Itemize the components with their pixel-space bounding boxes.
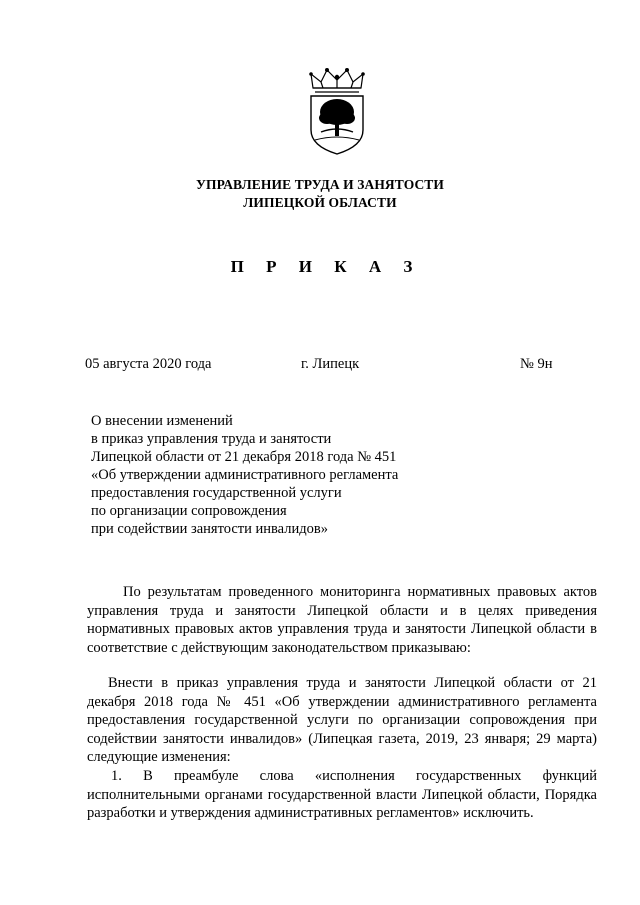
organization-name-line-2: ЛИПЕЦКОЙ ОБЛАСТИ xyxy=(243,195,397,210)
body-paragraph-preamble: По результатам проведенного мониторинга нормативных правовых актов управления труда и занятости Липецкой области и в целях приведения нормативных правовых актов управления труда и занятости Липецкой области в соответствие с действующим законодательством приказываю: xyxy=(87,584,597,656)
body-paragraph-item-1: 1. В преамбуле слова «исполнения государственных функций исполнительными органами государственной власти Липецкой области, Порядка разработки и утверждения административных регламентов» исключить. xyxy=(87,768,597,821)
document-title: П Р И К А З xyxy=(230,257,422,276)
subject-line: Липецкой области от 21 декабря 2018 года № 451 xyxy=(91,449,397,465)
subject-line: «Об утверждении административного регламента xyxy=(91,467,399,483)
order-subject xyxy=(91,412,398,538)
subject-line: предоставления государственной услуги xyxy=(91,485,342,501)
coat-of-arms-icon xyxy=(301,66,373,156)
subject-line: по организации сопровождения xyxy=(91,503,287,519)
subject-line: при содействии занятости инвалидов» xyxy=(91,521,328,537)
organization-name-line-1: УПРАВЛЕНИЕ ТРУДА И ЗАНЯТОСТИ xyxy=(195,177,445,192)
order-date: 05 августа 2020 года xyxy=(85,356,212,372)
body-paragraph-amendment: Внести в приказ управления труда и занятости Липецкой области от 21 декабря 2018 года № 451 «Об утверждении административного регламента предоставления государственной услуги по организации сопровождения при содействии занятости инвалидов» (Липецкая газета, 2019, 23 января; 29 марта) следующие изменения: xyxy=(87,675,597,765)
subject-line: в приказ управления труда и занятости xyxy=(91,431,332,447)
order-city: г. Липецк xyxy=(301,356,360,372)
subject-line: О внесении изменений xyxy=(91,413,233,429)
order-number: № 9н xyxy=(520,356,553,372)
